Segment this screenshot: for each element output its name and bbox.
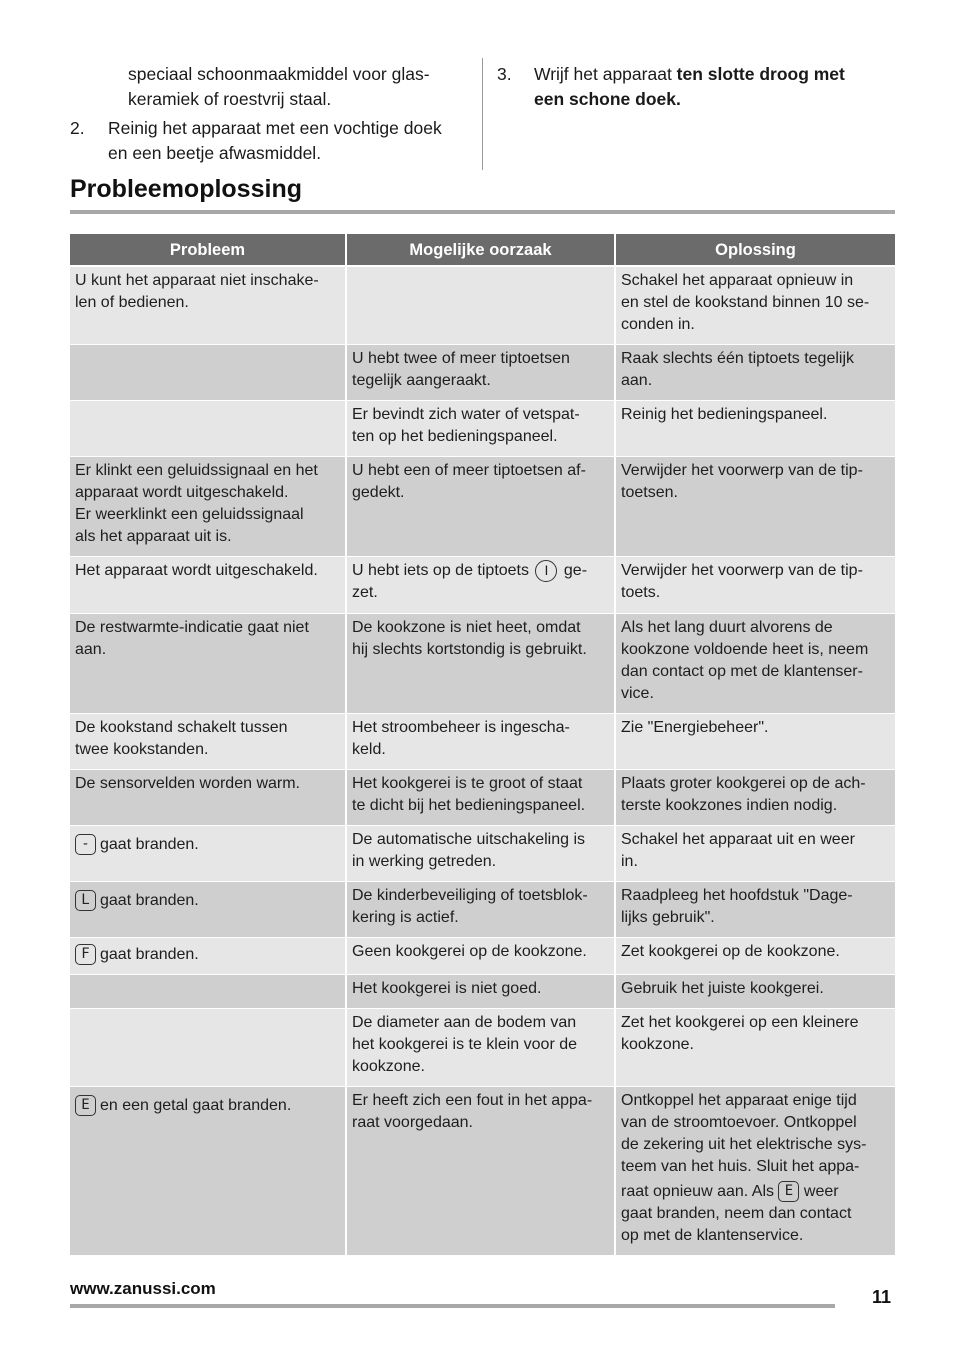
solution-cell — [615, 401, 895, 457]
header-solution: Oplossing — [615, 234, 895, 266]
cell-line: Het apparaat wordt uitgeschakeld. — [75, 562, 318, 579]
error-display-icon: E — [778, 1181, 799, 1202]
solution-cell — [615, 345, 895, 401]
cell-line: van de stroomtoevoer. Ontkoppel — [621, 1114, 857, 1131]
cell-line: raat voorgedaan. — [352, 1114, 473, 1131]
cell-line: conden in. — [621, 316, 695, 333]
title-rule — [70, 210, 895, 214]
cause-cell — [346, 266, 615, 345]
cell-line: keld. — [352, 741, 386, 758]
table-row — [70, 345, 895, 401]
table-row — [70, 614, 895, 714]
cell-line: Het kookgerei is te groot of staat — [352, 775, 583, 792]
cell-line: kering is actief. — [352, 909, 459, 926]
solution-cell — [615, 266, 895, 345]
cause-cell — [346, 1087, 615, 1256]
solution-cell — [615, 614, 895, 714]
table-row — [70, 938, 895, 975]
problem-cell — [70, 266, 346, 345]
footer-website: www.zanussi.com — [70, 1279, 216, 1298]
solution-cell — [615, 457, 895, 557]
header-problem: Probleem — [70, 234, 346, 266]
cell-line: De restwarmte-indicatie gaat niet — [75, 619, 309, 636]
step-line: en een beetje afwasmiddel. — [108, 143, 322, 163]
cell-line: kookzone voldoende heet is, neem — [621, 641, 869, 658]
cause-cell — [346, 457, 615, 557]
problem-cell — [70, 882, 346, 938]
cell-line: de zekering uit het elektrische sys- — [621, 1136, 867, 1153]
cell-line: Ontkoppel het apparaat enige tijd — [621, 1092, 857, 1109]
table-row — [70, 1009, 895, 1087]
table-row — [70, 266, 895, 345]
cause-cell — [346, 614, 615, 714]
cell-line: kookzone. — [621, 1036, 694, 1053]
cell-line: Raak slechts één tiptoets tegelijk — [621, 350, 855, 367]
cell-line — [352, 560, 608, 582]
table-row — [70, 401, 895, 457]
cell-line: Als het lang duurt alvorens de — [621, 619, 833, 636]
cause-cell — [346, 345, 615, 401]
problem-cell — [70, 826, 346, 882]
step-bold-text: een schone doek. — [534, 89, 681, 109]
cell-line: gedekt. — [352, 484, 405, 501]
cause-cell — [346, 770, 615, 826]
step-number: 3. — [497, 64, 512, 84]
cell-text: gaat branden. — [100, 946, 199, 963]
cell-line: terste kookzones indien nodig. — [621, 797, 838, 814]
problem-cell — [70, 1087, 346, 1256]
cell-line: Schakel het apparaat opnieuw in — [621, 272, 854, 289]
page-number: 11 — [872, 1287, 892, 1307]
cell-line: De automatische uitschakeling is — [352, 831, 586, 848]
cell-line: U hebt twee of meer tiptoetsen — [352, 350, 570, 367]
cell-line: Er bevindt zich water of vetspat- — [352, 406, 580, 423]
table-row — [70, 1087, 895, 1256]
cell-line: tegelijk aangeraakt. — [352, 372, 491, 389]
problem-cell — [70, 401, 346, 457]
cell-text: ge- — [563, 562, 588, 580]
cell-line: Zet het kookgerei op een kleinere — [621, 1014, 859, 1031]
cell-line: len of bedienen. — [75, 294, 189, 311]
solution-cell — [615, 557, 895, 614]
cause-cell — [346, 938, 615, 975]
cell-line: Reinig het bedieningspaneel. — [621, 406, 828, 423]
solution-cell — [615, 938, 895, 975]
cell-line: in werking getreden. — [352, 853, 497, 870]
cell-text: U hebt iets op de tiptoets — [352, 562, 529, 580]
cause-cell — [346, 557, 615, 614]
problem-cell — [70, 714, 346, 770]
step-plain-text: Wrijf het apparaat — [534, 64, 677, 84]
footer-rule — [70, 1304, 835, 1308]
cell-line: De kookzone is niet heet, omdat — [352, 619, 581, 636]
table-row — [70, 975, 895, 1009]
cause-cell — [346, 1009, 615, 1087]
cell-line: Er heeft zich een fout in het appa- — [352, 1092, 593, 1109]
step-line: Reinig het apparaat met een vochtige doek — [108, 118, 442, 138]
cell-line: gaat branden, neem dan contact — [621, 1205, 852, 1222]
step-number: 2. — [70, 118, 85, 138]
cell-line: aan. — [621, 372, 653, 389]
cell-line: Het kookgerei is niet goed. — [352, 980, 542, 997]
cell-line: als het apparaat uit is. — [75, 528, 232, 545]
table-row — [70, 826, 895, 882]
step-text — [534, 62, 845, 112]
solution-cell — [615, 1087, 895, 1256]
problem-cell — [70, 457, 346, 557]
solution-cell — [615, 1009, 895, 1087]
cell-line: Er klinkt een geluidssignaal en het — [75, 462, 318, 479]
cause-cell — [346, 882, 615, 938]
cell-line: toetsen. — [621, 484, 678, 501]
cell-line: Gebruik het juiste kookgerei. — [621, 980, 824, 997]
intro-continuation — [70, 62, 470, 112]
cell-line: in. — [621, 853, 638, 870]
cell-line: Het stroombeheer is ingescha- — [352, 719, 570, 736]
troubleshooting-table — [70, 234, 895, 1256]
cell-line: Zie "Energiebeheer". — [621, 719, 769, 736]
cell-line: De kinderbeveiliging of toetsblok- — [352, 887, 588, 904]
table-row — [70, 557, 895, 614]
intro-cont-line: speciaal schoonmaakmiddel voor glas- — [128, 64, 430, 84]
problem-cell — [70, 557, 346, 614]
cell-line: zet. — [352, 584, 378, 602]
cell-line: hij slechts kortstondig is gebruikt. — [352, 641, 587, 658]
problem-cell — [70, 1009, 346, 1087]
section-title: Probleemoplossing — [70, 175, 302, 203]
cell-line: Verwijder het voorwerp van de tip- — [621, 562, 863, 579]
step-3 — [497, 62, 897, 112]
problem-cell — [70, 770, 346, 826]
solution-cell — [615, 770, 895, 826]
table-row — [70, 714, 895, 770]
problem-cell — [70, 975, 346, 1009]
cell-line: het kookgerei is te klein voor de — [352, 1036, 578, 1053]
cell-text: en een getal gaat branden. — [100, 1097, 292, 1114]
step-text — [108, 116, 442, 166]
step-bold-text: ten slotte droog met — [676, 64, 845, 84]
cell-line: te dicht bij het bedieningspaneel. — [352, 797, 586, 814]
table-header-row — [70, 234, 895, 266]
cell-line: ten op het bedieningspaneel. — [352, 428, 558, 445]
cell-line: twee kookstanden. — [75, 741, 209, 758]
header-cause: Mogelijke oorzaak — [346, 234, 615, 266]
solution-cell — [615, 826, 895, 882]
cell-line: kookzone. — [352, 1058, 425, 1075]
cause-cell — [346, 975, 615, 1009]
cell-line: op met de klantenservice. — [621, 1227, 804, 1244]
cell-line: aan. — [75, 641, 107, 658]
cell-line: De kookstand schakelt tussen — [75, 719, 288, 736]
cell-line: Zet kookgerei op de kookzone. — [621, 943, 840, 960]
cell-line: apparaat wordt uitgeschakeld. — [75, 484, 289, 501]
cell-line: lijks gebruik". — [621, 909, 715, 926]
cause-cell — [346, 826, 615, 882]
cell-line: U kunt het apparaat niet inschake- — [75, 272, 319, 289]
error-display-icon: E — [75, 1095, 96, 1116]
cell-line: De sensorvelden worden warm. — [75, 775, 300, 792]
cell-line: Geen kookgerei op de kookzone. — [352, 943, 587, 960]
table-row — [70, 882, 895, 938]
cell-line: Er weerklinkt een geluidssignaal — [75, 506, 304, 523]
cell-text: gaat branden. — [100, 892, 199, 909]
intro-cont-line: keramiek of roestvrij staal. — [128, 89, 332, 109]
cell-line — [621, 1181, 889, 1203]
table-row — [70, 770, 895, 826]
cell-line: teem van het huis. Sluit het appa- — [621, 1158, 860, 1175]
power-key-icon: I — [535, 560, 557, 582]
cell-text: raat opnieuw aan. Als — [621, 1183, 774, 1200]
step-2 — [70, 116, 470, 166]
problem-cell — [70, 345, 346, 401]
cell-line: De diameter aan de bodem van — [352, 1014, 577, 1031]
cause-cell — [346, 714, 615, 770]
cell-line: toets. — [621, 584, 661, 601]
problem-cell — [70, 614, 346, 714]
solution-cell — [615, 975, 895, 1009]
solution-cell — [615, 882, 895, 938]
intro-left-column — [70, 62, 470, 166]
cause-cell — [346, 401, 615, 457]
solution-cell — [615, 714, 895, 770]
cell-text: gaat branden. — [100, 836, 199, 853]
cell-line: U hebt een of meer tiptoetsen af- — [352, 462, 586, 479]
cell-line: Raadpleeg het hoofdstuk "Dage- — [621, 887, 853, 904]
cell-line: Verwijder het voorwerp van de tip- — [621, 462, 863, 479]
table-row — [70, 457, 895, 557]
cell-text: weer — [803, 1183, 839, 1200]
cell-line: dan contact op met de klantenser- — [621, 663, 863, 680]
cell-line: Schakel het apparaat uit en weer — [621, 831, 855, 848]
column-divider — [482, 58, 483, 170]
problem-cell — [70, 938, 346, 975]
child-lock-display-icon: L — [75, 890, 96, 911]
cell-line: Plaats groter kookgerei op de ach- — [621, 775, 866, 792]
dash-display-icon: - — [75, 834, 96, 855]
cell-line: vice. — [621, 685, 654, 702]
cell-line: en stel de kookstand binnen 10 se- — [621, 294, 870, 311]
no-pan-display-icon: F — [75, 944, 96, 965]
